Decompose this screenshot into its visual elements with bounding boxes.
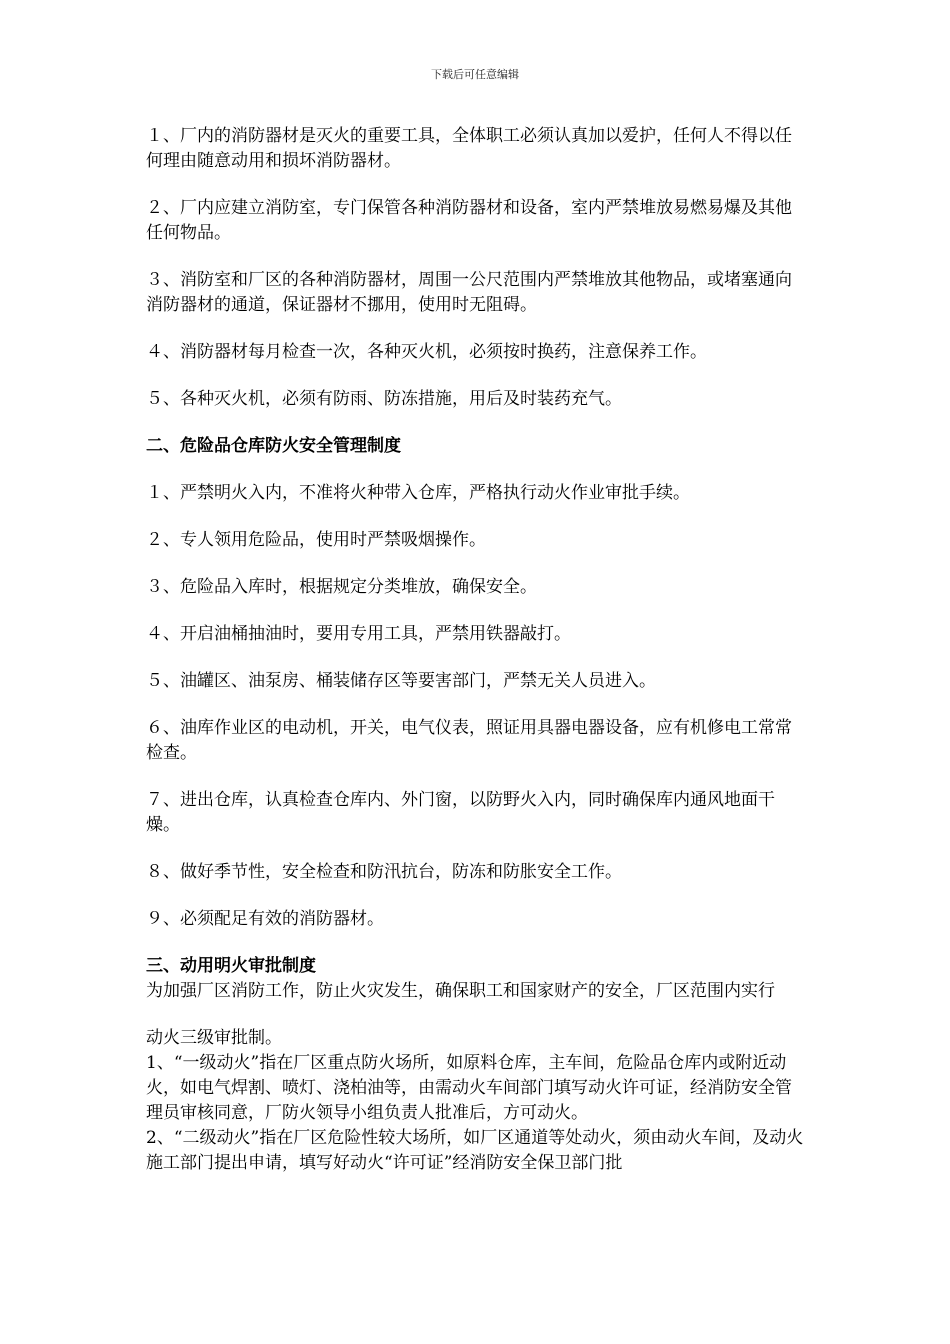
section-hazardous-warehouse (146, 434, 806, 932)
section-open-flame-approval (146, 954, 806, 1176)
rule-item: 1、“一级动火”指在厂区重点防火场所，如原料仓库，主车间，危险品仓库内或附近动火，如电气焊割、喷灯、浇柏油等，由需动火车间部门填写动火许可证，经消防安全管理员审核同意，厂防火领导小组负责人批准后，方可动火。 (146, 1053, 792, 1123)
rule-item: ４、消防器材每月检查一次，各种灭火机，必须按时换药，注意保养工作。 (146, 342, 707, 362)
section-fire-equipment (146, 124, 806, 412)
rule-item: ４、开启油桶抽油时，要用专用工具，严禁用铁器敲打。 (146, 624, 571, 644)
section-title: 三、动用明火审批制度 (146, 956, 316, 976)
section-title: 二、危险品仓库防火安全管理制度 (146, 436, 401, 456)
rule-item: １、厂内的消防器材是灭火的重要工具，全体职工必须认真加以爱护，任何人不得以任何理由随意动用和损坏消防器材。 (146, 126, 792, 171)
rule-item: ８、做好季节性，安全检查和防汛抗台，防冻和防胀安全工作。 (146, 862, 622, 882)
rule-item: ６、油库作业区的电动机，开关，电气仪表，照证用具器电器设备，应有机修电工常常检查。 (146, 718, 792, 763)
rule-item: ７、进出仓库，认真检查仓库内、外门窗，以防野火入内，同时确保库内通风地面干燥。 (146, 790, 775, 835)
document-body (146, 124, 806, 1176)
rule-item: ５、油罐区、油泵房、桶装储存区等要害部门，严禁无关人员进入。 (146, 671, 656, 691)
rule-item: ９、必须配足有效的消防器材。 (146, 909, 384, 929)
rule-item: １、严禁明火入内，不准将火种带入仓库，严格执行动火作业审批手续。 (146, 483, 690, 503)
rule-item: ３、危险品入库时，根据规定分类堆放，确保安全。 (146, 577, 537, 597)
rule-item: 2、“二级动火”指在厂区危险性较大场所，如厂区通道等处动火，须由动火车间，及动火施工部门提出申请，填写好动火“许可证”经消防安全保卫部门批 (146, 1128, 804, 1173)
section-intro: 为加强厂区消防工作，防止火灾发生，确保职工和国家财产的安全，厂区范围内实行 (146, 981, 775, 1001)
rule-item: ５、各种灭火机，必须有防雨、防冻措施，用后及时装药充气。 (146, 389, 622, 409)
page-header: 下载后可任意编辑 (431, 68, 519, 81)
rule-item: ３、消防室和厂区的各种消防器材，周围一公尺范围内严禁堆放其他物品，或堵塞通向消防器材的通道，保证器材不挪用，使用时无阻碍。 (146, 270, 792, 315)
rule-item: ２、厂内应建立消防室，专门保管各种消防器材和设备，室内严禁堆放易燃易爆及其他任何物品。 (146, 198, 792, 243)
section-intro-continued: 动火三级审批制。 (146, 1028, 282, 1048)
rule-item: ２、专人领用危险品，使用时严禁吸烟操作。 (146, 530, 486, 550)
